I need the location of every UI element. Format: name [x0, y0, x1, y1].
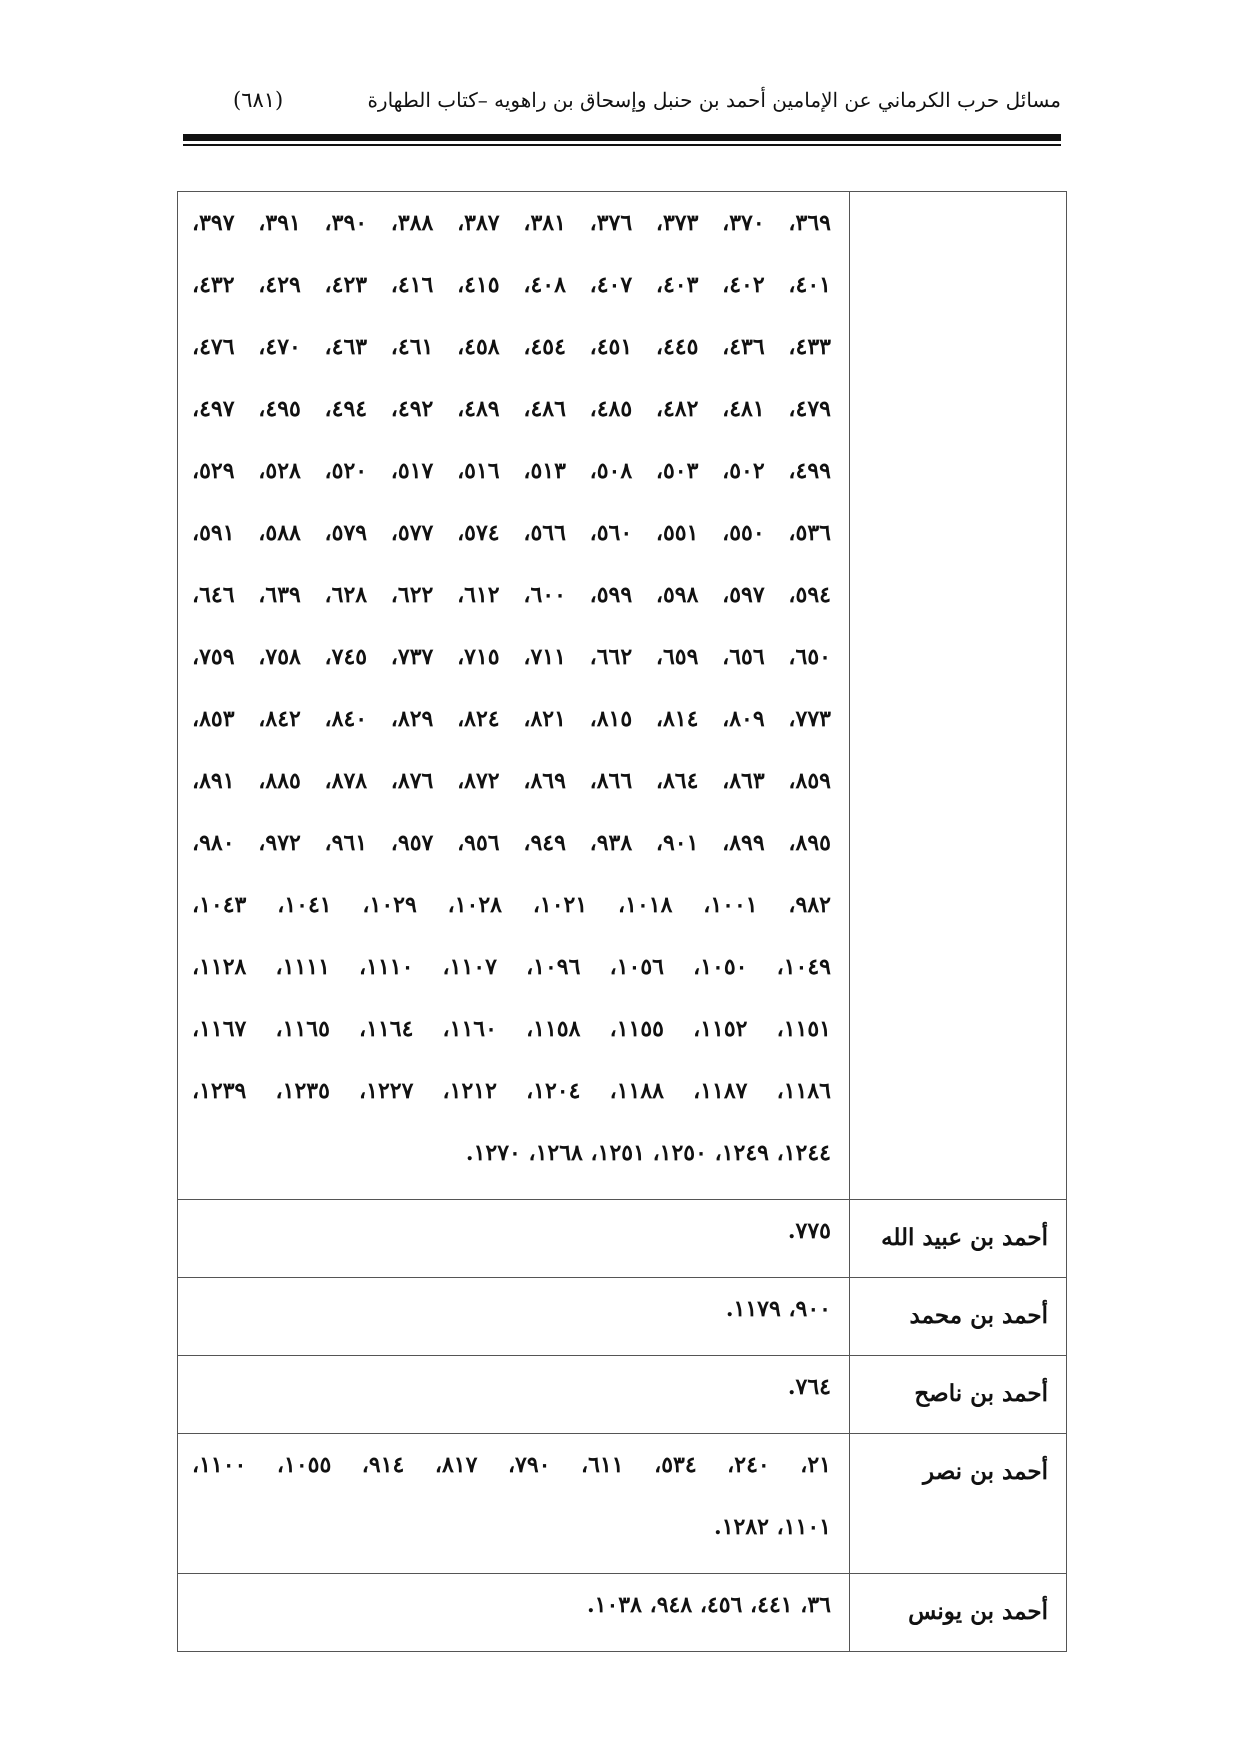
- index-numbers-cell: [178, 1356, 850, 1434]
- index-number-line: ٨٩٥، ٨٩٩، ٩٠١، ٩٣٨، ٩٤٩، ٩٥٦، ٩٥٧، ٩٦١، ٩٧٢، ٩٨٠،: [192, 830, 831, 856]
- index-name-cell: أحمد بن محمد: [850, 1278, 1067, 1356]
- index-number-line: ٩٠٠، ١١٧٩.: [725, 1296, 831, 1322]
- index-number-line: ٤٩٩، ٥٠٢، ٥٠٣، ٥٠٨، ٥١٣، ٥١٦، ٥١٧، ٥٢٠، ٥٢٨، ٥٢٩،: [192, 458, 831, 484]
- header-rule-thin: [183, 144, 1061, 146]
- index-number-line: ٩٨٢، ١٠٠١، ١٠١٨، ١٠٢١، ١٠٢٨، ١٠٢٩، ١٠٤١، ١٠٤٣،: [192, 892, 831, 918]
- index-row: [178, 1356, 1067, 1434]
- index-number-line: ٨٥٩، ٨٦٣، ٨٦٤، ٨٦٦، ٨٦٩، ٨٧٢، ٨٧٦، ٨٧٨، ٨٨٥، ٨٩١،: [192, 768, 831, 794]
- index-name-cell: [850, 192, 1067, 1200]
- index-number-line: ٣٦، ٤٤١، ٤٥٦، ٩٤٨، ١٠٣٨.: [587, 1592, 831, 1618]
- index-row: [178, 1278, 1067, 1356]
- index-number-line: ٥٣٦، ٥٥٠، ٥٥١، ٥٦٠، ٥٦٦، ٥٧٤، ٥٧٧، ٥٧٩، ٥٨٨، ٥٩١،: [192, 520, 831, 546]
- header-rule-thick: [183, 134, 1061, 141]
- index-name-cell: أحمد بن نصر: [850, 1434, 1067, 1574]
- index-name-cell: أحمد بن ناصح: [850, 1356, 1067, 1434]
- index-number-line: ٦٥٠، ٦٥٦، ٦٥٩، ٦٦٢، ٧١١، ٧١٥، ٧٣٧، ٧٤٥، ٧٥٨، ٧٥٩،: [192, 644, 831, 670]
- index-row: [178, 192, 1067, 1200]
- index-name-cell: أحمد بن عبيد الله: [850, 1200, 1067, 1278]
- index-number-line: ٥٩٤، ٥٩٧، ٥٩٨، ٥٩٩، ٦٠٠، ٦١٢، ٦٢٢، ٦٢٨، ٦٣٩، ٦٤٦،: [192, 582, 831, 608]
- index-number-line: ١٢٤٤، ١٢٤٩، ١٢٥٠، ١٢٥١، ١٢٦٨، ١٢٧٠.: [465, 1140, 831, 1166]
- page-number: (٦٨١): [233, 88, 284, 112]
- index-numbers-cell: [178, 1200, 850, 1278]
- index-name-cell: أحمد بن يونس: [850, 1574, 1067, 1652]
- index-table: [177, 191, 1067, 1652]
- index-number-line: ٧٧٣، ٨٠٩، ٨١٤، ٨١٥، ٨٢١، ٨٢٤، ٨٢٩، ٨٤٠، ٨٤٢، ٨٥٣،: [192, 706, 831, 732]
- index-number-line: ٧٧٥.: [787, 1218, 831, 1244]
- index-numbers-cell: [178, 1278, 850, 1356]
- index-row: [178, 1200, 1067, 1278]
- index-number-line: ٤٣٣، ٤٣٦، ٤٤٥، ٤٥١، ٤٥٤، ٤٥٨، ٤٦١، ٤٦٣، ٤٧٠، ٤٧٦،: [192, 334, 831, 360]
- index-row: [178, 1574, 1067, 1652]
- running-title: مسائل حرب الكرماني عن الإمامين أحمد بن حنبل وإسحاق بن راهويه –كتاب الطهارة: [367, 88, 1061, 112]
- index-numbers-cell: [178, 192, 850, 1200]
- index-number-line: ٤٠١، ٤٠٢، ٤٠٣، ٤٠٧، ٤٠٨، ٤١٥، ٤١٦، ٤٢٣، ٤٢٩، ٤٣٢،: [192, 272, 831, 298]
- index-numbers-cell: [178, 1434, 850, 1574]
- index-number-line: ١١٠١، ١٢٨٢.: [714, 1514, 831, 1540]
- index-number-line: ١١٥١، ١١٥٢، ١١٥٥، ١١٥٨، ١١٦٠، ١١٦٤، ١١٦٥، ١١٦٧،: [192, 1016, 831, 1042]
- index-number-line: ١١٨٦، ١١٨٧، ١١٨٨، ١٢٠٤، ١٢١٢، ١٢٢٧، ١٢٣٥، ١٢٣٩،: [192, 1078, 831, 1104]
- index-number-line: ٤٧٩، ٤٨١، ٤٨٢، ٤٨٥، ٤٨٦، ٤٨٩، ٤٩٢، ٤٩٤، ٤٩٥، ٤٩٧،: [192, 396, 831, 422]
- index-row: [178, 1434, 1067, 1574]
- index-number-line: ٧٦٤.: [787, 1374, 831, 1400]
- index-numbers-cell: [178, 1574, 850, 1652]
- index-number-line: ٢١، ٢٤٠، ٥٣٤، ٦١١، ٧٩٠، ٨١٧، ٩١٤، ١٠٥٥، ١١٠٠،: [192, 1452, 831, 1478]
- index-table-body: [178, 192, 1067, 1652]
- index-number-line: ١٠٤٩، ١٠٥٠، ١٠٥٦، ١٠٩٦، ١١٠٧، ١١١٠، ١١١١، ١١٢٨،: [192, 954, 831, 980]
- page-header: [183, 88, 1061, 124]
- index-number-line: ٣٦٩، ٣٧٠، ٣٧٣، ٣٧٦، ٣٨١، ٣٨٧، ٣٨٨، ٣٩٠، ٣٩١، ٣٩٧،: [192, 210, 831, 236]
